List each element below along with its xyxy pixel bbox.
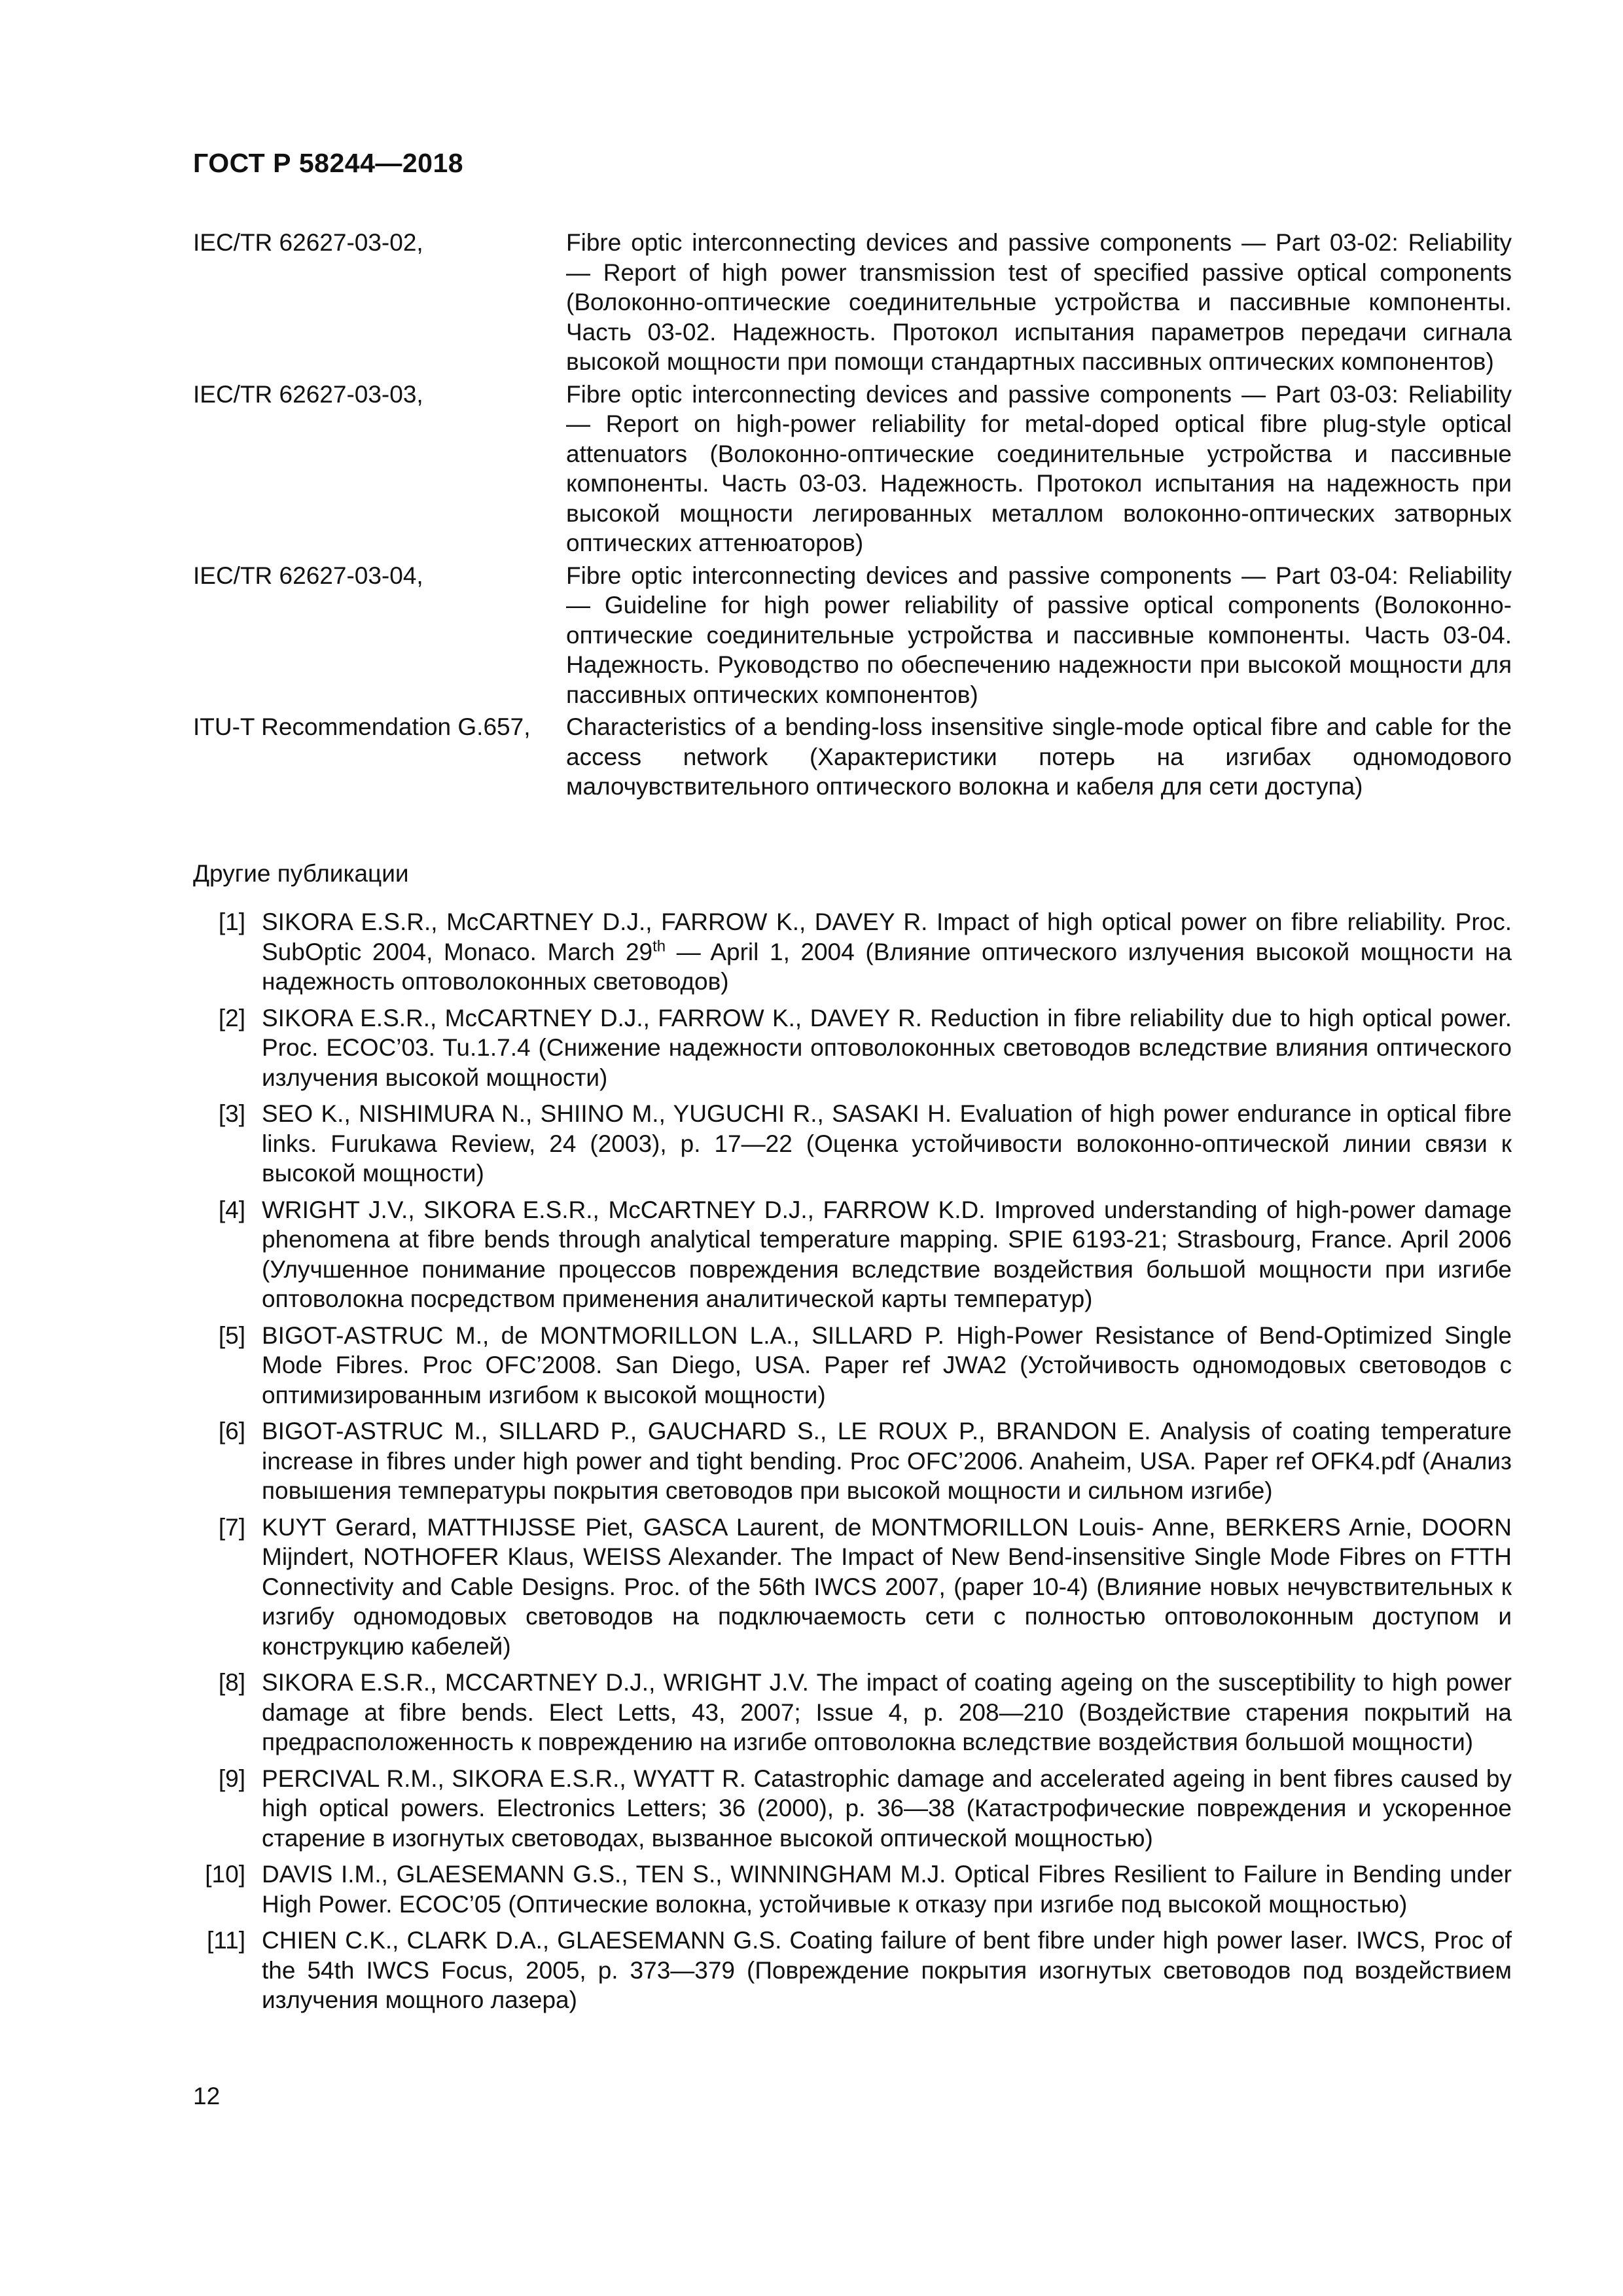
- reference-description: Fibre optic interconnecting devices and passive components — Part 03-03: Reliability — Report on high-power reliability for metal-doped optical fibre plug-style optical attenuators (Волоконно-оптические соединительные устройства и пассивные компоненты. Часть 03-03. Надежность. Протокол испытания на надежность при высокой мощности легированных металлом волоконно-оптических затворных оптических аттенюаторов): [566, 380, 1512, 556]
- bibliography-item: [193, 1668, 1512, 1757]
- bibliography-item: [193, 1195, 1512, 1314]
- bibliography-number: [8]: [218, 1669, 245, 1696]
- bibliography-number: [5]: [218, 1321, 245, 1349]
- bibliography-number: [1]: [218, 908, 245, 935]
- bibliography-item: [193, 1926, 1512, 2015]
- reference-code: IEC/TR 62627-03-02,: [193, 229, 423, 256]
- bibliography-number: [9]: [218, 1765, 245, 1792]
- bibliography-item: [193, 907, 1512, 997]
- reference-entry: [193, 228, 1512, 377]
- bibliography-number: [6]: [218, 1418, 245, 1444]
- reference-entry: [193, 380, 1512, 558]
- reference-description: Characteristics of a bending-loss insensitive single-mode optical fibre and cable for the access network (Характеристики потерь на изгибах одномодового малочувствительного оптического волокна и кабеля для сети доступа): [566, 713, 1512, 800]
- bibliography-number: [2]: [218, 1004, 245, 1031]
- reference-code: ITU-T Recommendation G.657,: [193, 713, 531, 740]
- bibliography-text: WRIGHT J.V., SIKORA E.S.R., McCARTNEY D.J., FARROW K.D. Improved understanding of high-power damage phenomena at fibre bends through analytical temperature mapping. SPIE 6193-21; Strasbourg, France. April 2006 (Улучшенное понимание процессов повреждения вследствие воздействия большой мощности при изгибе оптоволокна посредством применения аналитической карты температур): [262, 1196, 1512, 1312]
- bibliography-text: DAVIS I.M., GLAESEMANN G.S., TEN S., WINNINGHAM M.J. Optical Fibres Resilient to Failure in Bending under High Power. ECOC’05 (Оптические волокна, устойчивые к отказу при изгибе под высокой мощностью): [262, 1861, 1512, 1918]
- bibliography-text: KUYT Gerard, MATTHIJSSE Piet, GASCA Laurent, de MONTMORILLON Louis- Anne, BERKERS Arnie, DOORN Mijndert, NOTHOFER Klaus, WEISS Alexander. The Impact of New Bend-insensitive Single Mode Fibres on FTTH Connectivity and Cable Designs. Proc. of the 56th IWCS 2007, (paper 10-4) (Влияние новых нечувствительных к изгибу одномодовых световодов на подключаемость сети с полностью оптоволоконным доступом и конструкцию кабелей): [262, 1513, 1512, 1660]
- bibliography-text: SEO K., NISHIMURA N., SHIINO M., YUGUCHI R., SASAKI H. Evaluation of high power endurance in optical fibre links. Furukawa Review, 24 (2003), p. 17—22 (Оценка устойчивости волоконно-оптической линии связи к высокой мощности): [262, 1100, 1512, 1187]
- bibliography-item: [193, 1003, 1512, 1093]
- bibliography-item: [193, 1416, 1512, 1506]
- bibliography-text-part: SIKORA E.S.R., McCARTNEY D.J., FARROW K., DAVEY R. Impact of high optical power on fibre reliability. Proc. SubOptic 2004, Monaco. March 29: [262, 908, 1512, 965]
- bibliography-number: [4]: [218, 1196, 245, 1223]
- bibliography-item: [193, 1859, 1512, 1919]
- bibliography-number: [11]: [207, 1927, 245, 1954]
- reference-code: IEC/TR 62627-03-03,: [193, 380, 423, 408]
- bibliography-text: SIKORA E.S.R., McCARTNEY D.J., FARROW K., DAVEY R. Reduction in fibre reliability due to high optical power. Proc. ECOC’03. Tu.1.7.4 (Снижение надежности оптоволоконных световодов вследствие влияния оптического излучения высокой мощности): [262, 1004, 1512, 1091]
- document-header: ГОСТ Р 58244—2018: [193, 148, 464, 178]
- bibliography-text: PERCIVAL R.M., SIKORA E.S.R., WYATT R. Catastrophic damage and accelerated ageing in bent fibres caused by high optical powers. Electronics Letters; 36 (2000), p. 36—38 (Катастрофические повреждения и ускоренное старение в изогнутых световодах, вызванное высокой оптической мощностью): [262, 1765, 1512, 1852]
- bibliography-text-part: — April 1, 2004 (Влияние оптического излучения высокой мощности на надежность оптоволоконных световодов): [262, 938, 1512, 995]
- bibliography-list: [193, 907, 1512, 2022]
- bibliography-text: BIGOT-ASTRUC M., de MONTMORILLON L.A., SILLARD P. High-Power Resistance of Bend-Optimized Single Mode Fibres. Proc OFC’2008. San Diego, USA. Paper ref JWA2 (Устойчивость одномодовых световодов с оптимизированным изгибом к высокой мощности): [262, 1321, 1512, 1408]
- reference-entry: [193, 561, 1512, 710]
- reference-description: Fibre optic interconnecting devices and passive components — Part 03-04: Reliability — Guideline for high power reliability of passive optical components (Волоконно-оптические соединительные устройства и пассивные компоненты. Часть 03-04. Надежность. Руководство по обеспечению надежности при высокой мощности для пассивных оптических компонентов): [566, 562, 1512, 708]
- bibliography-item: [193, 1099, 1512, 1189]
- bibliography-number: [3]: [218, 1100, 245, 1127]
- reference-code: IEC/TR 62627-03-04,: [193, 562, 423, 589]
- bibliography-text: BIGOT-ASTRUC M., SILLARD P., GAUCHARD S., LE ROUX P., BRANDON E. Analysis of coating temperature increase in fibres under high power and tight bending. Proc OFC’2006. Anaheim, USA. Paper ref OFK4.pdf (Анализ повышения температуры покрытия световодов при высокой мощности и сильном изгибе): [262, 1418, 1512, 1504]
- bibliography-item: [193, 1321, 1512, 1410]
- bibliography-item: [193, 1764, 1512, 1854]
- bibliography-text: CHIEN C.K., CLARK D.A., GLAESEMANN G.S. Coating failure of bent fibre under high power laser. IWCS, Proc of the 54th IWCS Focus, 2005, p. 373—379 (Повреждение покрытия изогнутых световодов под воздействием излучения мощного лазера): [262, 1927, 1512, 2013]
- bibliography-number: [10]: [205, 1861, 245, 1888]
- bibliography-item: [193, 1513, 1512, 1662]
- normative-references: [193, 228, 1512, 804]
- superscript: th: [652, 937, 666, 956]
- bibliography-number: [7]: [218, 1513, 245, 1541]
- bibliography-text: SIKORA E.S.R., MCCARTNEY D.J., WRIGHT J.V. The impact of coating ageing on the susceptibility to high power damage at fibre bends. Elect Letts, 43, 2007; Issue 4, p. 208—210 (Воздействие старения покрытий на предрасположенность к повреждению на изгибе оптоволокна вследствие воздействия большой мощности): [262, 1669, 1512, 1755]
- reference-entry: [193, 712, 1512, 802]
- reference-description: Fibre optic interconnecting devices and passive components — Part 03-02: Reliability — Report of high power transmission test of specified passive optical components (Волоконно-оптические соединительные устройства и пассивные компоненты. Часть 03-02. Надежность. Протокол испытания параметров передачи сигнала высокой мощности при помощи стандартных пассивных оптических компонентов): [566, 229, 1512, 375]
- other-publications-heading: Другие публикации: [193, 860, 409, 887]
- page-number: 12: [193, 2083, 221, 2109]
- bibliography-text: [262, 907, 1512, 997]
